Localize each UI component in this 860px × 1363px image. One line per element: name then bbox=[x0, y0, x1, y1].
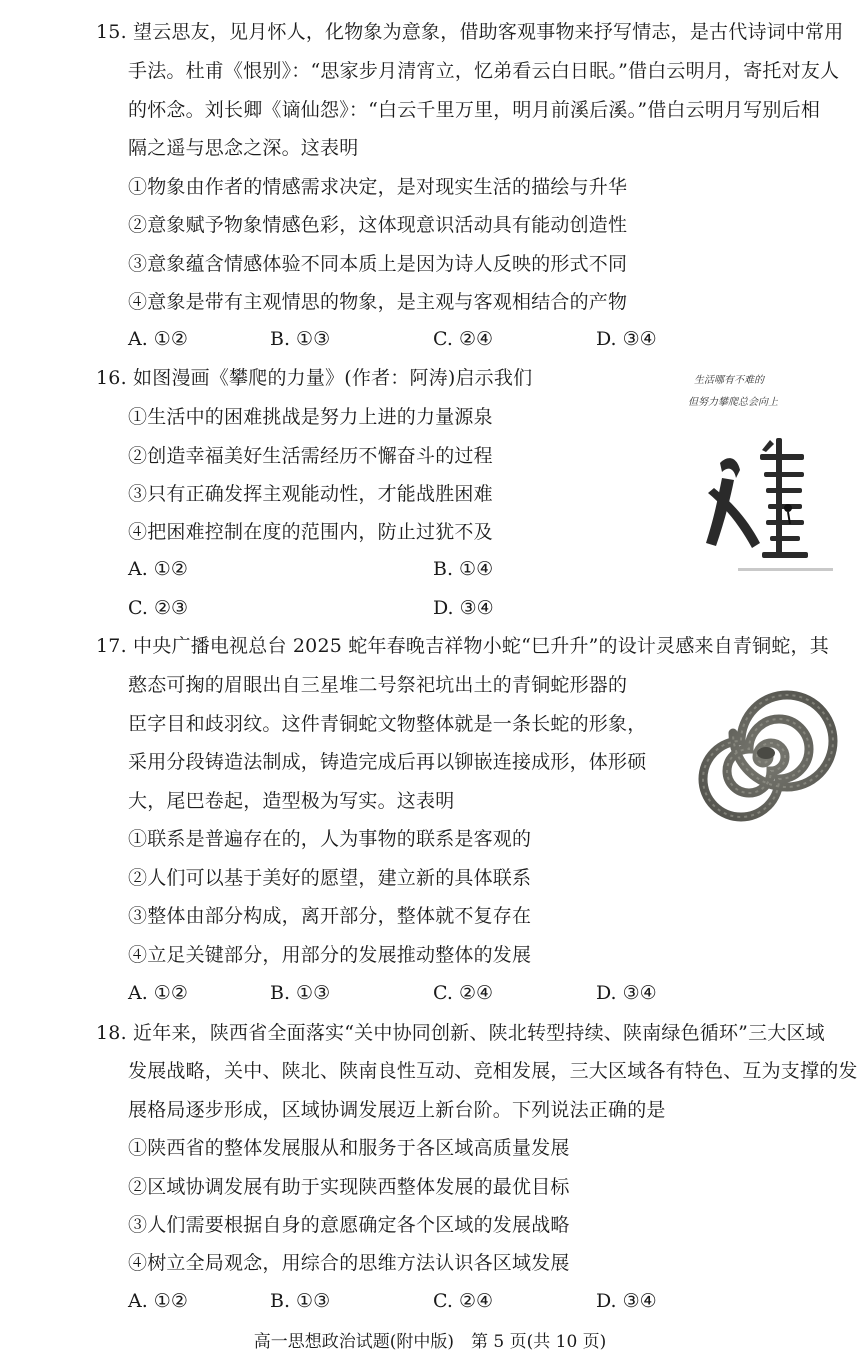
q16-choice-c: C. ②③ bbox=[128, 597, 189, 619]
q15-choices bbox=[0, 327, 860, 353]
bronze-snake-image bbox=[686, 680, 841, 835]
climbing-cartoon-image bbox=[678, 368, 838, 583]
q15-choice-b: B. ①③ bbox=[270, 328, 331, 350]
q17-choice-d: D. ③④ bbox=[596, 982, 657, 1004]
q15-choice-a: A. ①② bbox=[128, 328, 188, 350]
q18-choice-d: D. ③④ bbox=[596, 1290, 657, 1312]
q17-line-4: 采用分段铸造法制成，铸造完成后再以铆嵌连接成形，体形硕 bbox=[128, 751, 647, 773]
q15-line-1: 15. 望云思友，见月怀人，化物象为意象，借助客观事物来抒写情志，是古代诗词中常用 bbox=[96, 21, 844, 43]
q18-option-3: ③人们需要根据自身的意愿确定各个区域的发展战略 bbox=[128, 1214, 570, 1236]
q16-choice-a: A. ①② bbox=[128, 558, 188, 580]
q17-option-2: ②人们可以基于美好的愿望，建立新的具体联系 bbox=[128, 867, 532, 889]
page-footer: 高一思想政治试题(附中版) 第 5 页(共 10 页) bbox=[253, 1332, 607, 1352]
q18-option-4: ④树立全局观念，用综合的思维方法认识各区域发展 bbox=[128, 1252, 570, 1274]
q17-line-3: 臣字目和歧羽纹。这件青铜蛇文物整体就是一条长蛇的形象， bbox=[128, 713, 647, 735]
q18-line-3: 展格局逐步形成，区域协调发展迈上新台阶。下列说法正确的是 bbox=[128, 1099, 666, 1121]
q18-choice-c: C. ②④ bbox=[433, 1290, 494, 1312]
q16-option-3: ③只有正确发挥主观能动性，才能战胜困难 bbox=[128, 483, 493, 505]
q17-line-5: 大，尾巴卷起，造型极为写实。这表明 bbox=[128, 790, 455, 812]
q17-line-2: 憨态可掬的眉眼出自三星堆二号祭祀坑出土的青铜蛇形器的 bbox=[128, 674, 628, 696]
q15-option-2: ②意象赋予物象情感色彩，这体现意识活动具有能动创造性 bbox=[128, 214, 628, 236]
q16-option-4: ④把困难控制在度的范围内，防止过犹不及 bbox=[128, 521, 493, 543]
q15-choice-d: D. ③④ bbox=[596, 328, 657, 350]
q15-option-3: ③意象蕴含情感体验不同本质上是因为诗人反映的形式不同 bbox=[128, 253, 628, 275]
q17-choices bbox=[0, 981, 860, 1007]
q17-line-1: 17. 中央广播电视总台 2025 蛇年春晚吉祥物小蛇“巳升升”的设计灵感来自青铜蛇，其 bbox=[96, 635, 829, 657]
q15-line-3: 的怀念。刘长卿《谪仙怨》：“白云千里万里，明月前溪后溪。”借白云明月写别后相 bbox=[128, 99, 821, 121]
q16-choice-d: D. ③④ bbox=[433, 597, 494, 619]
q18-line-2: 发展战略，关中、陕北、陕南良性互动、竞相发展，三大区域各有特色、互为支撑的发 bbox=[128, 1060, 858, 1082]
cartoon-caption-2: 但努力攀爬总会向上 bbox=[688, 397, 778, 408]
q18-line-1: 18. 近年来，陕西省全面落实“关中协同创新、陕北转型持续、陕南绿色循环”三大区域 bbox=[96, 1022, 825, 1044]
q18-choices bbox=[0, 1289, 860, 1315]
q18-option-2: ②区域协调发展有助于实现陕西整体发展的最优目标 bbox=[128, 1176, 570, 1198]
q17-option-3: ③整体由部分构成，离开部分，整体就不复存在 bbox=[128, 905, 532, 927]
q15-option-1: ①物象由作者的情感需求决定，是对现实生活的描绘与升华 bbox=[128, 176, 628, 198]
q18-choice-b: B. ①③ bbox=[270, 1290, 331, 1312]
q15-line-2: 手法。杜甫《恨别》：“思家步月清宵立，忆弟看云白日眠。”借白云明月，寄托对友人 bbox=[128, 60, 840, 82]
q17-choice-c: C. ②④ bbox=[433, 982, 494, 1004]
q17-option-4: ④立足关键部分，用部分的发展推动整体的发展 bbox=[128, 944, 532, 966]
q17-choice-a: A. ①② bbox=[128, 982, 188, 1004]
q16-option-2: ②创造幸福美好生活需经历不懈奋斗的过程 bbox=[128, 445, 493, 467]
cartoon-drawing bbox=[678, 368, 838, 583]
q15-choice-c: C. ②④ bbox=[433, 328, 494, 350]
q16-choices-row-2 bbox=[0, 596, 860, 622]
q18-choice-a: A. ①② bbox=[128, 1290, 188, 1312]
q16-line-1: 16. 如图漫画《攀爬的力量》(作者：阿涛)启示我们 bbox=[96, 367, 533, 389]
q15-option-4: ④意象是带有主观情思的物象，是主观与客观相结合的产物 bbox=[128, 291, 628, 313]
q15-line-4: 隔之遥与思念之深。这表明 bbox=[128, 137, 359, 159]
q17-option-1: ①联系是普遍存在的，人为事物的联系是客观的 bbox=[128, 828, 532, 850]
cartoon-caption-1: 生活哪有不难的 bbox=[694, 375, 764, 386]
bronze-snake-spiral bbox=[686, 680, 841, 835]
q16-choice-b: B. ①④ bbox=[433, 558, 494, 580]
q16-option-1: ①生活中的困难挑战是努力上进的力量源泉 bbox=[128, 406, 493, 428]
q18-option-1: ①陕西省的整体发展服从和服务于各区域高质量发展 bbox=[128, 1137, 570, 1159]
q17-choice-b: B. ①③ bbox=[270, 982, 331, 1004]
